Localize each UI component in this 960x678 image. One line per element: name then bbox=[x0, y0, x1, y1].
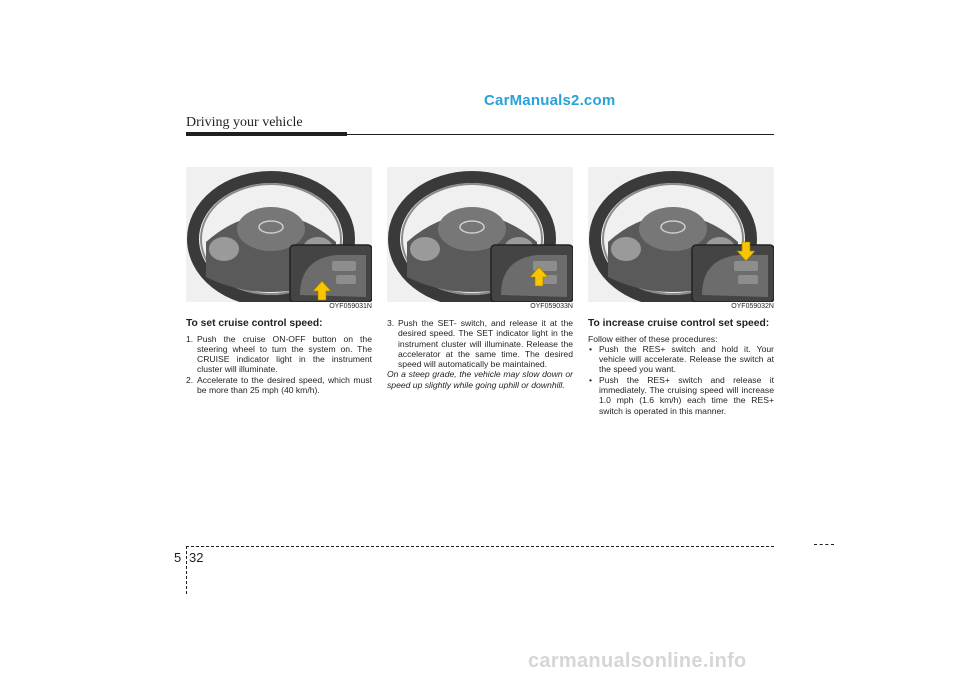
step-number: 1. bbox=[186, 333, 194, 344]
watermark-top[interactable]: CarManuals2.com bbox=[484, 92, 616, 109]
section-heading-set-speed: To set cruise control speed: bbox=[186, 318, 323, 329]
chapter-number: 5 bbox=[174, 550, 182, 565]
bullet-dot: • bbox=[589, 374, 593, 385]
bullet-dot: • bbox=[589, 343, 593, 354]
step-number: 3. bbox=[387, 318, 395, 328]
header-rule-thin bbox=[347, 134, 774, 135]
bullet-item-2 bbox=[588, 375, 774, 416]
section-heading-increase-speed: To increase cruise control set speed: bbox=[588, 318, 770, 329]
step-text: Push the cruise ON-OFF button on the steering wheel to turn the system on. The CRUISE indicator light in the instrument cluster will illuminate. bbox=[197, 333, 372, 375]
header-rule-thick bbox=[186, 132, 347, 136]
step-1 bbox=[186, 334, 372, 375]
steering-wheel-figure-2 bbox=[387, 167, 573, 302]
column-2 bbox=[387, 318, 573, 390]
page-number: 32 bbox=[189, 550, 204, 565]
bullet-item-1 bbox=[588, 344, 774, 375]
bullet-text: Push the RES+ switch and hold it. Your vehicle will accelerate. Release the switch at the speed you want. bbox=[599, 343, 774, 375]
step-number: 2. bbox=[186, 374, 194, 385]
watermark-bottom[interactable]: carmanualsonline.info bbox=[528, 650, 747, 672]
column-3 bbox=[588, 318, 774, 416]
steering-wheel-figure-3 bbox=[588, 167, 774, 302]
step-text: Accelerate to the desired speed, which must be more than 25 mph (40 km/h). bbox=[197, 374, 372, 395]
step-text: Push the SET- switch, and release it at the desired speed. The SET indicator light in the instrument cluster will illuminate. Release the accelerator at the same time. The desired speed will automatically be maintained. bbox=[398, 318, 573, 370]
footer-dashed-tick bbox=[814, 544, 834, 545]
page-header-title: Driving your vehicle bbox=[186, 115, 303, 130]
figure-code-3: OYF059032N bbox=[731, 303, 774, 310]
footer-dashed-vertical bbox=[186, 546, 187, 594]
step-2 bbox=[186, 375, 372, 396]
italic-note: On a steep grade, the vehicle may slow down or speed up slightly while going uphill or downhill. bbox=[387, 369, 573, 390]
figure-code-1: OYF059031N bbox=[329, 303, 372, 310]
figure-code-2: OYF059033N bbox=[530, 303, 573, 310]
column-1 bbox=[186, 318, 372, 395]
bullet-text: Push the RES+ switch and release it immediately. The cruising speed will increase 1.0 mph (1.6 km/h) each time the RES+ switch is operated in this manner. bbox=[599, 374, 774, 416]
step-3 bbox=[387, 318, 573, 369]
intro-text: Follow either of these procedures: bbox=[588, 333, 718, 344]
footer-dashed-rule bbox=[186, 546, 774, 547]
steering-wheel-figure-1 bbox=[186, 167, 372, 302]
